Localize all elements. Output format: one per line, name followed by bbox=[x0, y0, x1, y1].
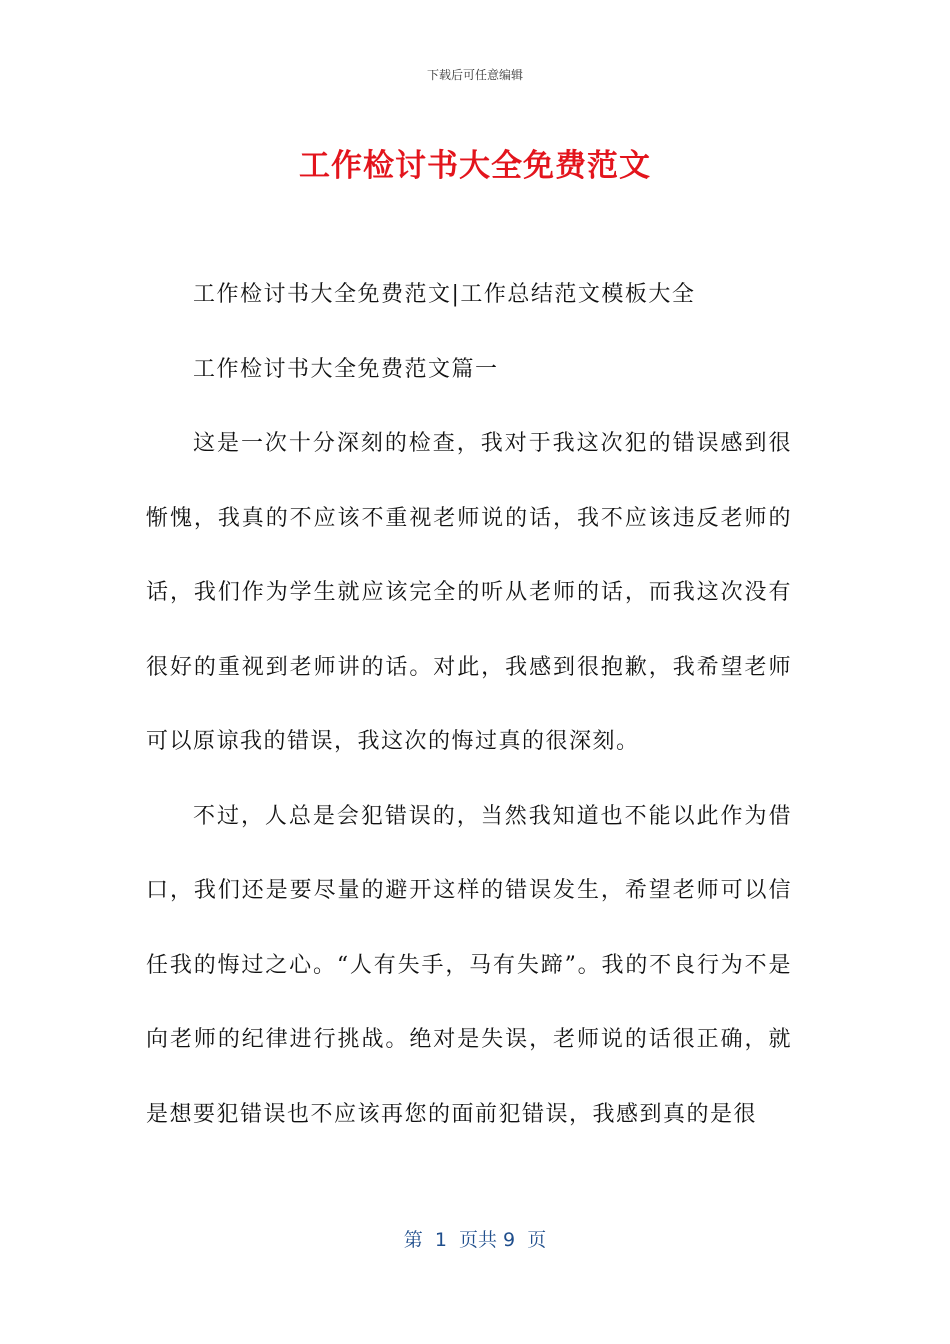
paragraph-body-2: 不过，人总是会犯错误的，当然我知道也不能以此作为借口，我们还是要尽量的避开这样的错误发生，希望老师可以信任我的悔过之心。“人有失手，马有失蹄”。我的不良行为不是向老师的纪律进行挑战。绝对是失误，老师说的话很正确，就是想要犯错误也不应该再您的面前犯错误，我感到真的是很 bbox=[146, 803, 792, 1127]
paragraph-section-heading: 工作检讨书大全免费范文篇一 bbox=[193, 356, 499, 382]
document-body bbox=[146, 258, 792, 1152]
page-number-footer: 第 1 页共 9 页 bbox=[403, 1229, 547, 1251]
header-note: 下载后可任意编辑 bbox=[426, 68, 523, 82]
document-title: 工作检讨书大全免费范文 bbox=[299, 148, 651, 184]
paragraph-body-1: 这是一次十分深刻的检查，我对于我这次犯的错误感到很惭愧，我真的不应该不重视老师说的话，我不应该违反老师的话，我们作为学生就应该完全的听从老师的话，而我这次没有很好的重视到老师讲的话。对此，我感到很抱歉，我希望老师可以原谅我的错误，我这次的悔过真的很深刻。 bbox=[146, 431, 792, 754]
paragraph-subtitle: 工作检讨书大全免费范文|工作总结范文模板大全 bbox=[193, 282, 696, 307]
